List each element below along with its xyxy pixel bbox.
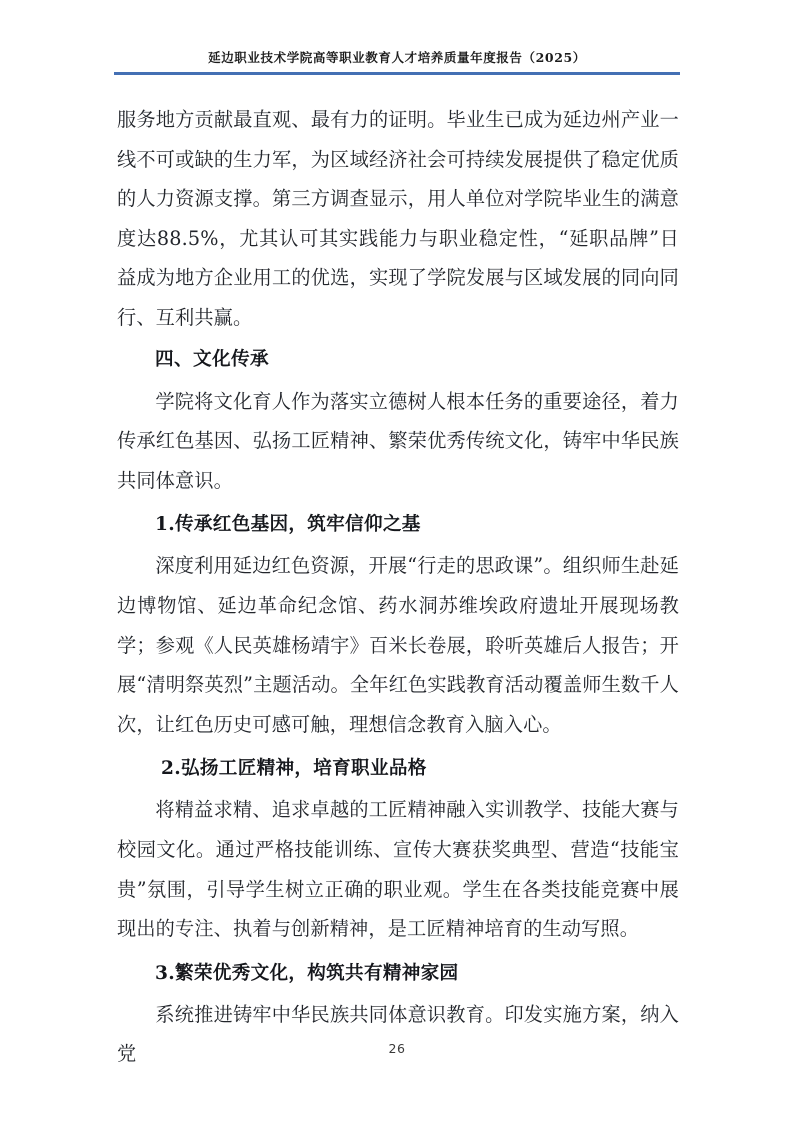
page-number: 26 — [388, 1041, 406, 1056]
header-divider-rule — [114, 72, 680, 75]
sub-heading-3: 3.繁荣优秀文化，构筑共有精神家园 — [155, 962, 459, 984]
page-footer — [0, 1040, 794, 1058]
running-header — [114, 48, 680, 75]
sub-heading-1: 1.传承红色基因，筑牢信仰之基 — [155, 514, 421, 536]
sub-paragraph-2: 将精益求精、追求卓越的工匠精神融入实训教学、技能大赛与校园文化。通过严格技能训练、宣传大赛获奖典型、营造“技能宝贵”氛围，引导学生树立正确的职业观。学生在各类技能竞赛中展现出的专注、执着与创新精神，是工匠精神培育的生动写照。 — [117, 798, 679, 941]
paragraph-continued: 服务地方贡献最直观、最有力的证明。毕业生已成为延边州产业一线不可或缺的生力军，为区域经济社会可持续发展提供了稳定优质的人力资源支撑。第三方调查显示，用人单位对学院毕业生的满意度达88.5%，尤其认可其实践能力与职业稳定性，“延职品牌”日益成为地方企业用工的优选，实现了学院发展与区域发展的同向同行、互利共赢。 — [117, 108, 679, 329]
sub-paragraph-1: 深度利用延边红色资源，开展“行走的思政课”。组织师生赴延边博物馆、延边革命纪念馆、药水洞苏维埃政府遗址开展现场教学；参观《人民英雄杨靖宇》百米长卷展，聆听英雄后人报告；开展“清明祭英烈”主题活动。全年红色实践教育活动覆盖师生数千人次，让红色历史可感可触，理想信念教育入脑入心。 — [117, 554, 679, 736]
section-intro-paragraph: 学院将文化育人作为落实立德树人根本任务的重要途径，着力传承红色基因、弘扬工匠精神、繁荣优秀传统文化，铸牢中华民族共同体意识。 — [117, 389, 679, 492]
section-heading-culture-inheritance: 四、文化传承 — [155, 348, 269, 370]
header-title: 延边职业技术学院高等职业教育人才培养质量年度报告（2025） — [208, 50, 586, 65]
sub-heading-2: 2.弘扬工匠精神，培育职业品格 — [161, 758, 427, 780]
sub-paragraph-3: 系统推进铸牢中华民族共同体意识教育。印发实施方案，纳入党 — [117, 1002, 679, 1066]
page-content — [117, 100, 679, 1074]
